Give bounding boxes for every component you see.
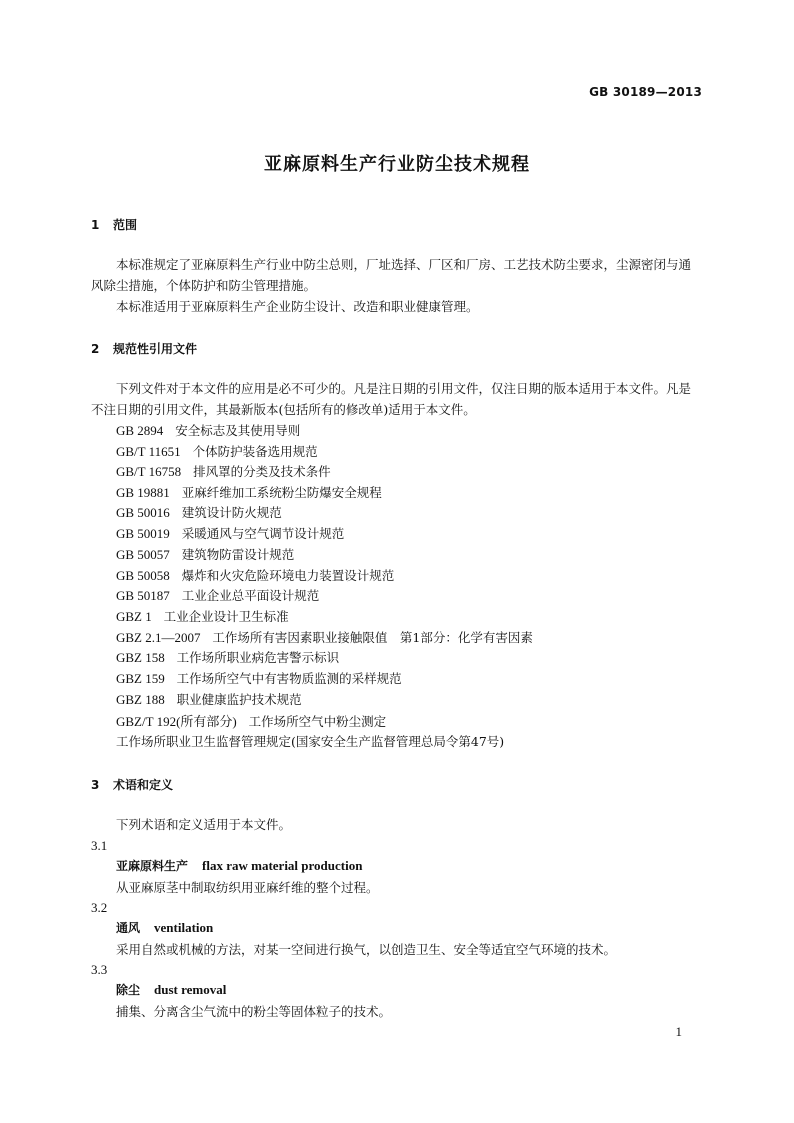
paragraph: 下列文件对于本文件的应用是必不可少的。凡是注日期的引用文件，仅注日期的版本适用于本文件。凡是不注日期的引用文件，其最新版本(包括所有的修改单)适用于本文件。	[91, 381, 692, 417]
reference-item	[116, 545, 294, 563]
reference-item	[116, 442, 318, 460]
subclause-number: 3.1	[91, 838, 108, 853]
reference-title: 工作场所空气中粉尘测定	[248, 714, 387, 729]
term-chinese: 通风	[116, 921, 141, 935]
reference-title: 工业企业设计卫生标准	[163, 609, 289, 624]
reference-item	[116, 421, 300, 439]
reference-title: 安全标志及其使用导则	[175, 423, 301, 438]
term-chinese: 亚麻原料生产	[116, 859, 189, 873]
subclause-number: 3.2	[91, 900, 108, 915]
reference-code: GB 2894	[116, 423, 164, 438]
reference-item	[116, 669, 402, 687]
reference-title: 排风罩的分类及技术条件	[193, 464, 331, 479]
reference-title: 采暖通风与空气调节设计规范	[181, 526, 345, 541]
reference-code: GB 50019	[116, 526, 170, 541]
reference-code: GB 50187	[116, 588, 170, 603]
reference-item: 工作场所职业卫生监督管理规定(国家安全生产监督管理总局令第47号)	[116, 734, 505, 749]
reference-title: 工作场所职业病危害警示标识	[176, 650, 340, 665]
reference-code: GBZ 1	[116, 609, 152, 624]
section-title: 规范性引用文件	[113, 342, 198, 356]
document-title: 亚麻原料生产行业防尘技术规程	[264, 154, 530, 175]
reference-item	[116, 503, 282, 521]
paragraph: 本标准规定了亚麻原料生产行业中防尘总则，厂址选择、厂区和厂房、工艺技术防尘要求，尘源密闭与通风除尘措施，个体防护和防尘管理措施。	[91, 257, 692, 293]
reference-code: GBZ 159	[116, 671, 165, 686]
reference-title: 工作场所空气中有害物质监测的采样规范	[176, 671, 402, 686]
subclause-number: 3.3	[91, 962, 108, 977]
reference-item	[116, 648, 339, 666]
reference-item	[116, 524, 344, 542]
reference-title: 亚麻纤维加工系统粉尘防爆安全规程	[181, 485, 382, 500]
term-entry	[116, 857, 362, 874]
reference-code: GB/T 11651	[116, 444, 181, 459]
term-entry	[116, 919, 213, 936]
section-number: 2	[91, 342, 100, 356]
reference-code: GB 50058	[116, 568, 170, 583]
standard-number: GB 30189—2013	[589, 85, 702, 99]
reference-item	[116, 607, 289, 625]
reference-item	[116, 690, 302, 708]
reference-title: 建筑设计防火规范	[181, 505, 282, 520]
section-heading-scope	[91, 216, 137, 233]
paragraph: 下列术语和定义适用于本文件。	[116, 817, 292, 832]
term-definition: 捕集、分离含尘气流中的粉尘等固体粒子的技术。	[116, 1004, 392, 1019]
reference-code: GB/T 16758	[116, 464, 182, 479]
term-definition: 从亚麻原茎中制取纺织用亚麻纤维的整个过程。	[116, 880, 379, 895]
reference-item	[116, 462, 331, 480]
term-chinese: 除尘	[116, 983, 141, 997]
reference-item	[116, 483, 382, 501]
reference-title: 工业企业总平面设计规范	[181, 588, 320, 603]
section-title: 术语和定义	[113, 778, 174, 792]
term-english: dust removal	[154, 982, 227, 997]
term-english: ventilation	[154, 920, 214, 935]
section-number: 1	[91, 218, 100, 232]
section-heading-normative-references	[91, 340, 197, 357]
reference-item	[116, 586, 319, 604]
reference-title: 职业健康监护技术规范	[176, 692, 302, 707]
reference-code: GBZ 188	[116, 692, 165, 707]
reference-title: 建筑物防雷设计规范	[181, 547, 295, 562]
term-entry	[116, 981, 226, 998]
page-number: 1	[675, 1024, 682, 1039]
reference-code: GBZ 2.1—2007	[116, 630, 201, 645]
section-heading-terms-definitions	[91, 776, 173, 793]
reference-code: GB 19881	[116, 485, 170, 500]
paragraph: 本标准适用于亚麻原料生产企业防尘设计、改造和职业健康管理。	[116, 299, 479, 314]
reference-code: GB 50016	[116, 505, 170, 520]
reference-item	[116, 711, 386, 730]
reference-item	[116, 566, 394, 584]
reference-code: GB 50057	[116, 547, 170, 562]
term-english: flax raw material production	[202, 858, 363, 873]
reference-title: 工作场所有害因素职业接触限值 第1部分：化学有害因素	[212, 630, 533, 645]
reference-code: GBZ 158	[116, 650, 165, 665]
reference-code: GBZ/T 192(所有部分)	[116, 714, 237, 729]
reference-title: 个体防护装备选用规范	[192, 444, 318, 459]
reference-item	[116, 628, 533, 646]
section-number: 3	[91, 778, 100, 792]
reference-title: 爆炸和火灾危险环境电力装置设计规范	[181, 568, 395, 583]
section-title: 范围	[113, 218, 138, 232]
term-definition: 采用自然或机械的方法，对某一空间进行换气，以创造卫生、安全等适宜空气环境的技术。	[116, 942, 617, 957]
